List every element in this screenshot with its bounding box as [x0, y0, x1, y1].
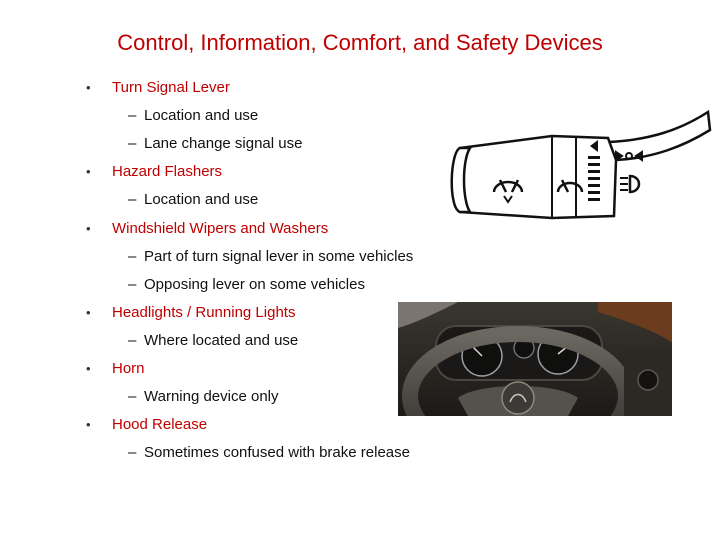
sub-bullet-item	[128, 187, 258, 213]
bullet-item	[86, 300, 295, 326]
sub-bullet-label: Location and use	[144, 107, 259, 124]
dash-marker: –	[128, 332, 137, 349]
sub-bullet-label: Where located and use	[144, 332, 299, 349]
bullet-item	[86, 356, 145, 382]
dash-marker: –	[128, 276, 137, 293]
dash-marker: –	[128, 248, 137, 265]
bullet-marker: •	[86, 417, 91, 432]
bullet-label: Hazard Flashers	[112, 163, 223, 180]
sub-bullet-item	[128, 272, 365, 298]
bullet-marker: •	[86, 221, 91, 236]
dash-marker: –	[128, 135, 137, 152]
sub-bullet-label: Location and use	[144, 191, 259, 208]
sub-bullet-item	[128, 131, 302, 157]
bullet-label: Headlights / Running Lights	[112, 304, 296, 321]
dash-marker: –	[128, 444, 137, 461]
dashboard-photo	[398, 302, 672, 416]
dash-marker: –	[128, 388, 137, 405]
sub-bullet-item	[128, 103, 258, 129]
sub-bullet-label: Warning device only	[144, 388, 279, 405]
bullet-marker: •	[86, 361, 91, 376]
dash-marker: –	[128, 191, 137, 208]
sub-bullet-item	[128, 384, 279, 410]
sub-bullet-label: Opposing lever on some vehicles	[144, 276, 365, 293]
bullet-label: Windshield Wipers and Washers	[112, 220, 329, 237]
sub-bullet-item	[128, 328, 298, 354]
sub-bullet-label: Sometimes confused with brake release	[144, 444, 410, 461]
horn-pad-emblem-icon	[502, 382, 534, 414]
bullet-item	[86, 412, 207, 438]
bullet-marker: •	[86, 305, 91, 320]
slide-title: Control, Information, Comfort, and Safety Devices	[117, 30, 603, 55]
dash-marker: –	[128, 107, 137, 124]
bullet-label: Turn Signal Lever	[112, 79, 230, 96]
bullet-label: Hood Release	[112, 416, 208, 433]
bullet-label: Horn	[112, 360, 145, 377]
bullet-item	[86, 75, 230, 101]
sub-bullet-label: Part of turn signal lever in some vehicles	[144, 248, 414, 265]
bullet-marker: •	[86, 80, 91, 95]
sub-bullet-label: Lane change signal use	[144, 135, 303, 152]
bullet-marker: •	[86, 164, 91, 179]
bullet-item	[86, 216, 328, 242]
bullet-item	[86, 159, 222, 185]
sub-bullet-item	[128, 244, 413, 270]
sub-bullet-item	[128, 440, 410, 466]
lever-illustration	[440, 100, 712, 230]
lever-stalk	[608, 112, 710, 160]
headlight-icon	[620, 176, 639, 192]
